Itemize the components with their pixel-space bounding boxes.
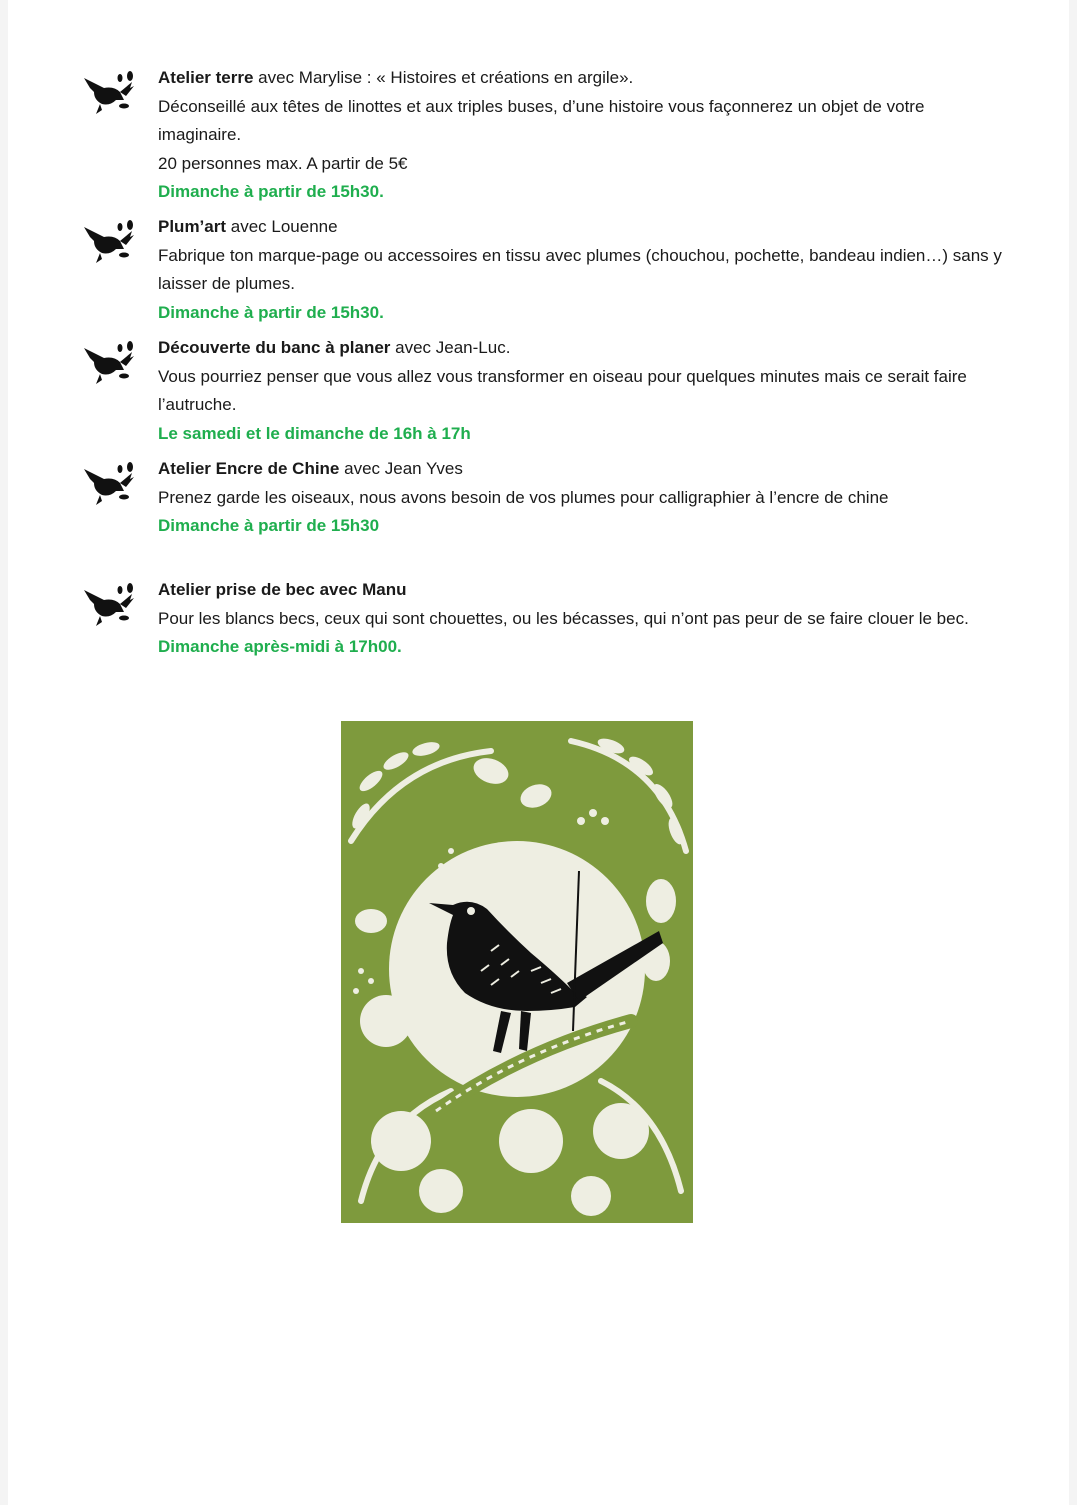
- workshop-schedule: Dimanche à partir de 15h30.: [158, 182, 384, 201]
- bird-on-branch-icon: [80, 70, 136, 116]
- workshop-host: avec Jean-Luc.: [390, 338, 511, 357]
- workshop-description: Déconseillé aux têtes de linottes et aux triples buses, d’une histoire vous façonnerez un objet de votre imaginaire.: [158, 96, 925, 144]
- workshop-title: Découverte du banc à planer: [158, 338, 391, 357]
- workshop-host: avec Louenne: [226, 217, 338, 236]
- document-page: [8, 0, 1069, 1505]
- linocut-bird-print: [341, 721, 693, 1223]
- workshop-schedule: Dimanche après-midi à 17h00.: [158, 637, 402, 656]
- workshop-title: Atelier terre: [158, 68, 254, 87]
- bird-on-branch-icon: [80, 582, 136, 628]
- workshop-schedule: Dimanche à partir de 15h30.: [158, 302, 384, 322]
- bird-on-branch-icon: [80, 219, 136, 265]
- workshop-title: Atelier Encre de Chine: [158, 459, 340, 478]
- workshop-capacity-price: 20 personnes max. A partir de 5€: [158, 153, 408, 173]
- workshop-description: Pour les blancs becs, ceux qui sont chouettes, ou les bécasses, qui n’ont pas peur de se faire clouer le bec.: [158, 608, 969, 628]
- workshop-title: Atelier prise de bec avec Manu: [158, 580, 407, 599]
- workshop-description: Vous pourriez penser que vous allez vous transformer en oiseau pour quelques minutes mais ce serait faire l’autruche.: [158, 366, 967, 414]
- workshop-host: avec Marylise : « Histoires et créations en argile».: [253, 68, 634, 87]
- workshop-schedule: Le samedi et le dimanche de 16h à 17h: [158, 423, 471, 443]
- workshop-schedule: Dimanche à partir de 15h30: [158, 516, 380, 535]
- bird-on-branch-icon: [80, 461, 136, 507]
- workshop-description: Prenez garde les oiseaux, nous avons besoin de vos plumes pour calligraphier à l’encre de chine: [158, 487, 889, 507]
- workshop-title: Plum’art: [158, 217, 227, 236]
- workshop-host: avec Jean Yves: [339, 459, 463, 478]
- bird-on-branch-icon: [80, 340, 136, 386]
- workshop-description: Fabrique ton marque-page ou accessoires en tissu avec plumes (chouchou, pochette, bandeau indien…) sans y laisser de plumes.: [158, 245, 1002, 293]
